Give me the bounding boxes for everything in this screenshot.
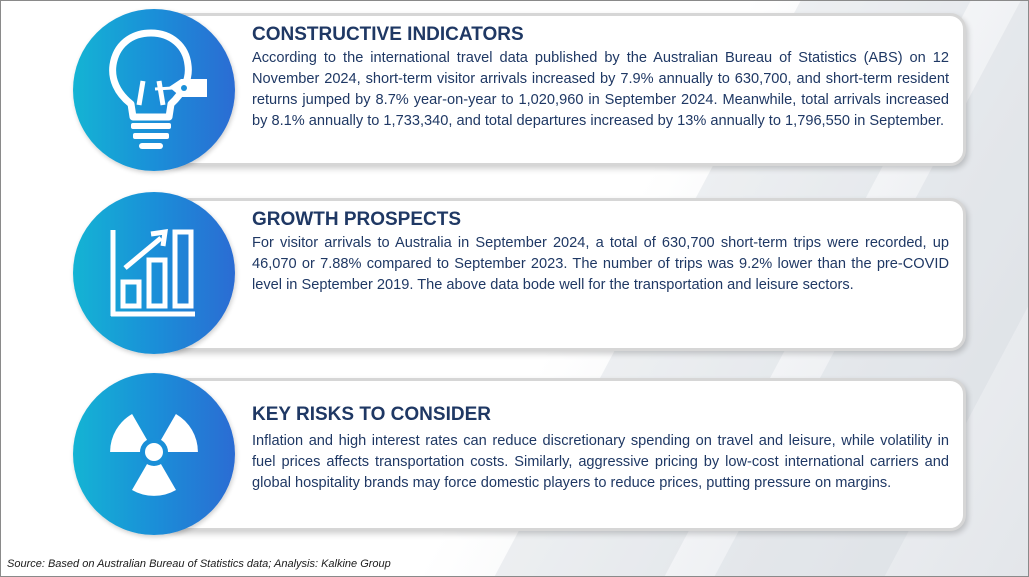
section-body: For visitor arrivals to Australia in September 2024, a total of 630,700 short-term trips were recorded, up 46,070 or 7.88% compared to September 2023. The number of trips was 9.2% lower than the pre-COVID level in September 2019. The above data bode well for the transportation and leisure sectors. — [252, 235, 949, 293]
section-content — [252, 23, 949, 132]
section-content — [252, 403, 949, 494]
lightbulb-icon — [73, 9, 235, 171]
source-note: Source: Based on Australian Bureau of Statistics data; Analysis: Kalkine Group — [7, 558, 391, 570]
section-title: GROWTH PROSPECTS — [252, 209, 462, 230]
section-body: According to the international travel data published by the Australian Bureau of Statistics (ABS) on 12 November 2024, short-term visitor arrivals increased by 7.9% annually to 630,700, and short-term resident returns jumped by 8.7% year-on-year to 1,020,960 in September 2024. Meanwhile, total arrivals increased by 8.1% annually to 1,733,340, and total departures increased by 13% annually to 1,796,550 in September. — [252, 50, 949, 129]
section-body: Inflation and high interest rates can reduce discretionary spending on travel and leisure, while volatility in fuel prices affects transportation costs. Similarly, aggressive pricing by low-cost international carriers and global hospitality brands may force domestic players to reduce prices, putting pressure on margins. — [252, 433, 949, 491]
lightbulb-icon-badge — [73, 9, 235, 171]
section-title: CONSTRUCTIVE INDICATORS — [252, 24, 524, 45]
radiation-icon-badge — [73, 373, 235, 535]
section-card-constructive-indicators — [161, 13, 966, 166]
bar-chart-growth-icon-badge — [73, 192, 235, 354]
section-card-key-risks — [161, 378, 966, 531]
bar-chart-growth-icon — [73, 192, 235, 354]
section-title: KEY RISKS TO CONSIDER — [252, 404, 491, 425]
section-content — [252, 208, 949, 296]
radiation-icon — [73, 373, 235, 535]
section-card-growth-prospects — [161, 198, 966, 351]
